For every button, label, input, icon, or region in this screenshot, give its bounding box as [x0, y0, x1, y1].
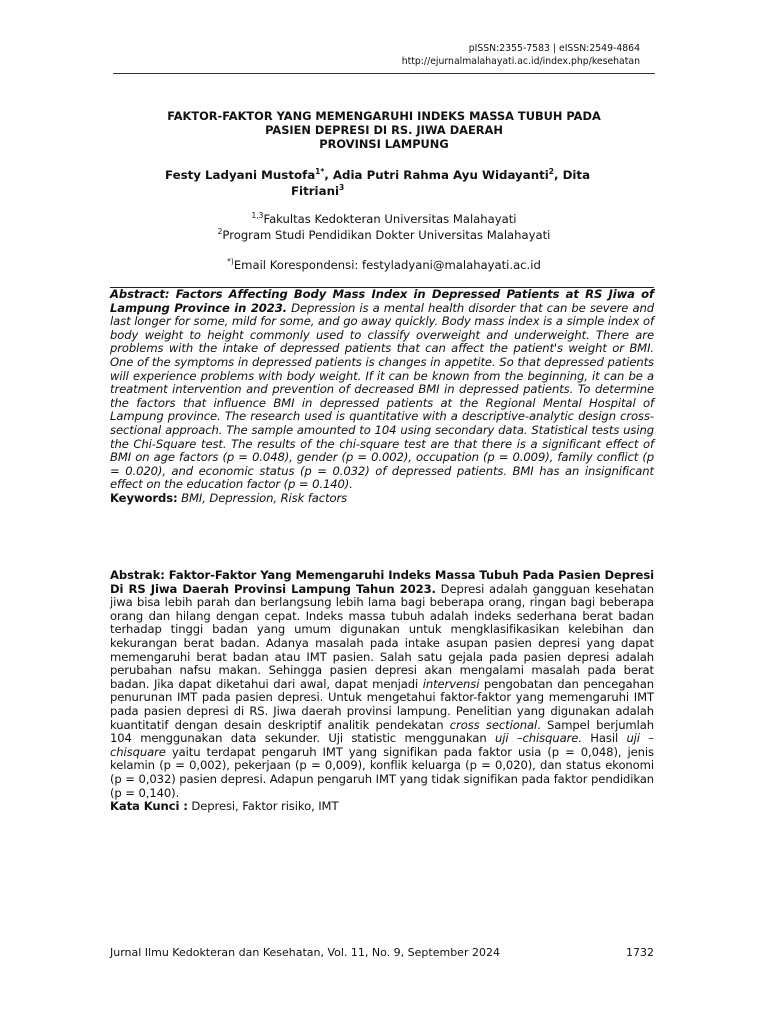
email-text[interactable]: Email Korespondensi: festyladyani@malahayati.ac.id	[233, 258, 541, 272]
issn-text: pISSN:2355-7583 | eISSN:2549-4864	[468, 43, 640, 54]
title-line-1: FAKTOR-FAKTOR YANG MEMENGARUHI INDEKS MASSA TUBUH PADA	[167, 109, 601, 123]
keywords-id	[110, 800, 654, 814]
abstract-en-heading: Abstract: Factors Affecting Body Mass Index in Depressed Patients at RS Jiwa of Lampung Province in 2023.	[110, 287, 654, 315]
author-3-last: Fitriani	[291, 184, 340, 198]
abstract-id-part-1: Depresi adalah gangguan kesehatan jiwa bisa lebih parah dan berlangsung lebih lama bagi beberapa orang, ringan bagi beberapa orang dan hilang dengan cepat. Indeks massa tubuh adalah indeks sederhana berat badan terhadap tinggi badan yang umum digunakan untuk mengklasifikasikan kelebihan dan kekurangan berat badan. Adanya masalah pada intake asupan pasien depresi yang dapat memengaruhi berat badan atau IMT pasien. Salah satu gejala pada pasien depresi adalah perubahan nafsu makan. Sehingga pasien depresi akan mengalami masalah pada berat badan. Jika dapat diketahui dari awal, dapat menjadi	[110, 581, 654, 691]
journal-url[interactable]: http://ejurnalmalahayati.ac.id/index.php/kesehatan	[401, 56, 640, 67]
keywords-id-value: Depresi, Faktor risiko, IMT	[187, 799, 339, 814]
abstract-id-part-2: pengobatan dan pencegahan penurunan IMT pada pasien depresi. Untuk mengetahui faktor-faktor yang memengaruhi IMT pada pasien depresi di RS. Jiwa daerah provinsi lampung. Penelitian yang digunakan adalah kuantitatif dengan desain deskriptif analitik pendekatan	[110, 676, 654, 732]
affiliation-2-mark: 2	[217, 227, 223, 237]
title-line-2: PASIEN DEPRESI DI RS. JIWA DAERAH	[265, 123, 503, 137]
abstract-id-part-4: Hasil	[581, 731, 627, 746]
abstract-id-part-5: yaitu terdapat pengaruh IMT yang signifikan pada faktor usia (p = 0,048), jenis kelamin (p = 0,002), pekerjaan (p = 0,009), konflik keluarga (p = 0,020), dan status ekonomi (p = 0,032) pasien depresi. Adapun pengaruh IMT yang tidak signifikan pada faktor pendidikan (p = 0,140).	[110, 744, 654, 800]
affiliations	[113, 211, 655, 243]
header-rule	[113, 73, 655, 74]
author-2: , Adia Putri Rahma Ayu Widayanti	[324, 168, 549, 182]
keywords-en-value: BMI, Depression, Risk factors	[177, 490, 348, 505]
author-3-first: , Dita	[554, 168, 591, 182]
keywords-en-label: Keywords:	[110, 490, 178, 505]
abstract-indonesian	[110, 569, 654, 814]
title-line-3: PROVINSI LAMPUNG	[319, 137, 449, 151]
abstract-en-body: Depression is a mental health disorder that can be severe and last longer for some, mild for some, and go away quickly. Body mass index is a simple index of body weight to height commonly used to classify overweight and underweight. There are problems with the intake of depressed patients that can affect the patient's weight or BMI. One of the symptoms in depressed patients is changes in appetite. So that depressed patients will experience problems with body weight. If it can be known from the beginning, it can be a treatment intervention and prevention of decreased BMI in depressed patients. To determine the factors that influence BMI in depressed patients at the Regional Mental Hospital of Lampung province. The research used is quantitative with a descriptive-analytic design cross-sectional approach. The sample amounted to 104 using secondary data. Statistical tests using the Chi-Square test. The results of the chi-square test are that there is a significant effect of BMI on age factors (p = 0.048), gender (p = 0.002), occupation (p = 0.009), family conflict (p = 0.020), and economic status (p = 0.032) of depressed patients. BMI has an insignificant effect on the education factor (p = 0.140).	[110, 300, 654, 492]
abstract-id-italic-2: cross sectional	[449, 717, 538, 732]
journal-header	[402, 42, 640, 68]
author-1-mark: 1*	[315, 167, 325, 177]
abstract-english	[110, 287, 654, 506]
abstract-id-heading: Abstrak: Faktor-Faktor Yang Memengaruhi Indeks Massa Tubuh Pada Pasien Depresi Di RS Jiwa Daerah Provinsi Lampung Tahun 2023.	[110, 568, 654, 596]
journal-citation: Jurnal Ilmu Kedokteran dan Kesehatan, Vol. 11, No. 9, September 2024	[110, 946, 500, 959]
abstract-id-italic-4: uji – chisquare	[110, 731, 654, 759]
author-3-mark: 3	[339, 183, 345, 193]
page-footer	[110, 946, 654, 960]
keywords-id-label: Kata Kunci :	[110, 799, 188, 814]
keywords-en	[110, 492, 654, 506]
author-1: Festy Ladyani Mustofa	[165, 168, 316, 182]
abstract-id-italic-1: intervensi	[422, 676, 480, 691]
affiliation-2	[113, 227, 655, 243]
paper-title	[113, 109, 655, 151]
author-2-mark: 2	[548, 167, 554, 177]
affiliation-1-mark: 1,3	[251, 211, 264, 221]
correspondence-email	[113, 257, 655, 273]
abstract-id-part-3: . Sampel berjumlah 104 menggunakan data sekunder. Uji statistic menggunakan	[110, 717, 655, 746]
abstract-id-italic-3: uji –chisquare.	[494, 731, 582, 746]
page-number: 1732	[626, 946, 654, 959]
affiliation-1	[113, 211, 655, 227]
email-mark: *)	[227, 257, 234, 267]
author-3-line	[165, 183, 640, 199]
affiliation-1-text: Fakultas Kedokteran Universitas Malahayati	[263, 212, 517, 226]
affiliation-2-text: Program Studi Pendidikan Dokter Universitas Malahayati	[222, 228, 551, 242]
author-list	[165, 167, 640, 199]
